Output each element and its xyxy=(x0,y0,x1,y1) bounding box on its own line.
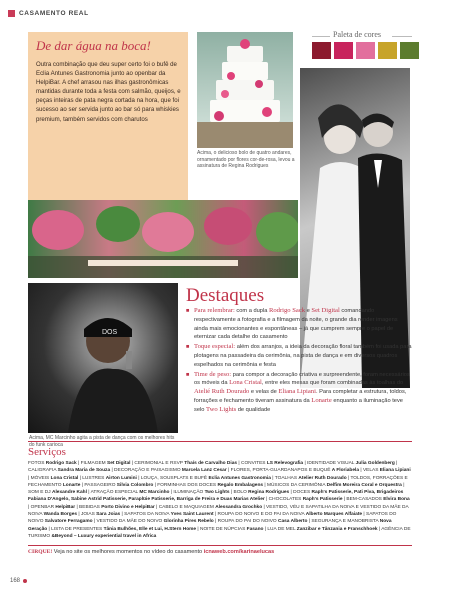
credit-separator: | xyxy=(28,504,31,510)
credit-vendor: Alberto Marques Alfaiate xyxy=(305,512,363,518)
credit-entry xyxy=(200,527,263,532)
credit-role: VELAS xyxy=(362,468,380,474)
page-dot-icon xyxy=(23,579,27,583)
credit-vendor: Thaís de Carvalho Dias xyxy=(184,461,238,466)
credit-vendor: Sandra Maria de Souza xyxy=(57,468,111,474)
credit-entry xyxy=(307,461,395,466)
credit-separator: | xyxy=(401,482,405,488)
cake-illustration xyxy=(197,32,293,148)
credit-role: ILUMINAÇÃO xyxy=(173,490,205,496)
credit-entry xyxy=(267,483,402,488)
credit-role: DECORAÇÃO E PAISAGISMO xyxy=(114,468,182,474)
palette-divider-right xyxy=(392,36,412,37)
credit-role: CALIGRAFIA xyxy=(28,468,58,474)
credit-vendor: Elvira Bona xyxy=(383,497,410,503)
credit-separator: | xyxy=(359,468,363,474)
credit-role: SAPATOS DO NOIVO xyxy=(28,512,397,525)
credit-role: TOALHAS xyxy=(274,475,299,481)
credit-separator: | xyxy=(307,519,312,525)
credit-separator: | xyxy=(289,490,294,496)
credit-vendor: Glorinha Pires Rebelo xyxy=(163,519,214,525)
credit-entry xyxy=(218,512,363,517)
credit-role: OPENBAR xyxy=(30,504,56,510)
credit-entry xyxy=(79,505,155,510)
credit-vendor: Wanda Borges xyxy=(43,512,78,518)
credit-vendor: Tânia Bulhões, Elle et Lui, H.Stern Home xyxy=(103,526,197,532)
credit-role: BEBIDAS xyxy=(79,504,102,510)
credit-vendor: HelpiBar xyxy=(55,504,76,510)
highlight-name: Atelié Ruth Dourado xyxy=(194,388,250,396)
singer-illustration xyxy=(28,283,178,433)
credit-separator: | xyxy=(226,468,231,474)
credit-separator: | xyxy=(47,526,52,532)
party-venue-photo xyxy=(28,200,298,278)
cta-text: Veja no site os melhores momentos no vídeo do casamento xyxy=(52,549,204,555)
cake-photo xyxy=(197,32,293,148)
section-marker xyxy=(8,10,15,17)
credit-separator: | xyxy=(28,475,31,481)
credit-entry xyxy=(234,490,290,495)
highlight-text: para compor a decoração criativa e surpreendente, foram necessários os móveis da xyxy=(194,371,410,387)
credit-role: CABELO E MAQUIAGEM xyxy=(158,504,216,510)
credit-vendor: &Beyond – Luxury experiential travel in Africa xyxy=(51,533,157,539)
color-swatch xyxy=(356,42,375,59)
credit-entry xyxy=(231,468,359,473)
highlight-text: , entre eles mesas que foram combinadas às toalhas do xyxy=(261,380,404,387)
credit-role: TOLDOS, FORRAÇÕES E FECHAMENTO xyxy=(28,475,408,488)
credit-vendor: Raph's Patisserie xyxy=(302,497,343,503)
credit-separator: | xyxy=(262,504,267,510)
highlight-text: e xyxy=(305,308,312,314)
credit-separator: | xyxy=(75,504,80,510)
credit-separator: | xyxy=(263,526,268,532)
credit-entry xyxy=(124,512,213,517)
cake-caption: Acima, o delicioso bolo de quatro andares, ornamentado por flores cor-de-rosa, levou a assinatura de Regina Rodrigues xyxy=(197,150,295,170)
credit-vendor: Lona Cristal xyxy=(50,475,79,481)
cap-lettering: DOS xyxy=(102,329,118,336)
services-title: Serviços xyxy=(28,446,66,458)
credit-role: SAPATOS DA NOIVA xyxy=(124,512,171,518)
credit-entry xyxy=(114,468,227,473)
credit-role: SOM E DJ xyxy=(28,490,52,496)
credit-entry xyxy=(241,461,303,466)
palette-divider-left xyxy=(312,36,330,37)
video-cta xyxy=(28,549,412,555)
highlight-name: Set Digital xyxy=(311,307,340,314)
page-number-text: 168 xyxy=(10,578,21,584)
highlight-name: Eliana Lipiani xyxy=(278,388,316,396)
credit-entry xyxy=(81,461,131,466)
credit-entry xyxy=(134,461,237,466)
credit-role: LISTA DE PRESENTES xyxy=(51,526,104,532)
credit-role: JOIAS xyxy=(80,512,97,518)
credit-entry xyxy=(81,512,120,517)
cta-divider xyxy=(28,545,412,546)
singer-photo xyxy=(28,283,178,433)
credit-separator: | xyxy=(362,512,367,518)
credit-separator: | xyxy=(342,497,347,503)
cta-link[interactable]: icnaweb.com/karinaelucas xyxy=(203,549,275,555)
feature-box-body: Outra combinação que deu super certo foi o bufê de Eclia Antunes Gastronomia junto ao openbar da HelpiBar. A chef arrasou nas ilhas gastronômicas mantidas durante toda a festa com salmão, queijos, e peças inteiras de pata negra cortada na hora, que foi sucesso ao ser servida junto ao bar só para whiskies premium, também servidos com charutos xyxy=(36,61,181,123)
credit-entry xyxy=(84,483,153,488)
cta-lead: CIRQUE! xyxy=(28,549,53,555)
highlights-title: Destaques xyxy=(186,285,265,306)
credit-role: ATRAÇÃO ESPECIAL xyxy=(90,490,140,496)
credit-role: VESTIDO DA MÃE DO NOIVO xyxy=(96,519,164,525)
credit-separator: | xyxy=(346,475,351,481)
credit-entry xyxy=(51,527,196,532)
bullet-icon: ■ xyxy=(186,344,190,351)
credit-separator: | xyxy=(264,497,269,503)
credit-vendor: Julia Goldenberg xyxy=(355,461,395,466)
credit-role: FOTOS xyxy=(28,461,46,466)
credit-separator: | xyxy=(110,468,115,474)
credit-role: ROUPA DO NOIVO E DO PAI DA NOIVA xyxy=(217,512,306,518)
credit-vendor: A Floriabela xyxy=(331,468,360,474)
credit-vendor: Sara Joias xyxy=(96,512,121,518)
credit-entry xyxy=(31,476,79,481)
credit-separator: | xyxy=(78,475,83,481)
credit-vendor: Lonarte xyxy=(62,482,81,488)
credit-vendor: Eclia Antunes Gastronomia xyxy=(208,475,271,481)
credit-separator: | xyxy=(263,482,267,488)
credit-role: MÓVEIS xyxy=(30,475,51,481)
services-divider xyxy=(28,441,412,442)
credit-role: FORMINHAS DOS DOCES xyxy=(157,482,218,488)
highlight-text: enquanto a iluminação teve selo xyxy=(194,397,403,413)
credit-vendor: Two Lights xyxy=(204,490,230,496)
credit-role: FLORES, PORTA-GUARDANAPOS E BUQUÊ xyxy=(230,468,332,474)
highlight-item xyxy=(186,371,412,415)
credit-entry xyxy=(141,476,271,481)
credit-entry xyxy=(157,483,263,488)
credit-vendor: Nova Geração xyxy=(28,519,392,532)
credit-vendor: Fasano xyxy=(246,526,264,532)
credit-separator: | xyxy=(303,461,308,466)
credit-separator: | xyxy=(120,512,125,518)
credit-separator: | xyxy=(270,475,275,481)
highlight-name: Lonarte xyxy=(311,396,332,404)
highlight-text: comandando respectivamente a fotografia e a filmagem da noite, o grande dia render imagens ainda mais emocionantes e espontâneas – já que cumprem sempre o papel de eternizar cada detalhe do casamento xyxy=(194,308,398,341)
credit-separator: | xyxy=(377,526,382,532)
credit-separator: | xyxy=(394,461,398,466)
credit-entry xyxy=(346,497,409,502)
credit-separator: | xyxy=(213,519,218,525)
credit-separator: | xyxy=(153,482,158,488)
credit-role: SEGURANÇA E MANOBRISTA xyxy=(311,519,380,525)
credit-vendor: Zanzibar e Tânzania e Franschhoek xyxy=(296,526,378,532)
credit-separator: | xyxy=(237,461,241,466)
credit-separator: | xyxy=(76,461,81,466)
credit-entry xyxy=(82,476,137,481)
highlight-name: Lona Cristal xyxy=(229,379,262,387)
highlight-item xyxy=(186,343,412,369)
highlight-name: Two Lights xyxy=(206,405,237,413)
highlights-list xyxy=(186,307,412,416)
credit-role: PASSAGEIRO xyxy=(84,482,117,488)
credit-entry xyxy=(363,468,411,473)
credit-entry xyxy=(28,468,110,473)
page-number xyxy=(10,578,27,584)
credit-entry xyxy=(267,527,377,532)
credit-separator: | xyxy=(77,512,81,518)
highlight-text: . Para completar a estrutura, toldos, forrações e fechamento tiveram assinatura da xyxy=(194,389,407,404)
credit-role: ROUPA DO PAI DO NOIVO xyxy=(217,519,278,525)
credit-entry xyxy=(31,505,76,510)
highlight-item xyxy=(186,307,412,342)
credit-role: IDENTIDADE VISUAL xyxy=(307,461,356,466)
credit-role: LOUÇA, SOUSPLATS E BUFÊ xyxy=(140,475,209,481)
credit-vendor: Regina Rodrigues xyxy=(248,490,290,496)
singer-caption: Acima, MC Marcinho agita a pista de dança com os melhores hits do funk carioca xyxy=(29,435,175,448)
highlight-text: de qualidade xyxy=(236,406,271,413)
color-swatch xyxy=(334,42,353,59)
feature-box xyxy=(28,32,188,212)
color-swatch xyxy=(378,42,397,59)
credit-role: MÚSICOS DA CERIMÔNIA xyxy=(266,482,327,488)
credit-role: CHOCOLATES xyxy=(268,497,303,503)
credit-entry xyxy=(96,519,213,524)
credit-vendor: Marcela Lanz Cesar xyxy=(181,468,227,474)
credit-role: NOITE DE NÚPCIAS xyxy=(199,526,247,532)
credit-separator: | xyxy=(136,475,141,481)
palette-title: Paleta de cores xyxy=(333,30,381,39)
credit-vendor: Set Digital xyxy=(107,461,131,466)
credit-role: BOLO xyxy=(233,490,249,496)
credit-separator: | xyxy=(169,490,174,496)
credit-role: LUSTRES xyxy=(82,475,106,481)
highlight-text: além dos arranjos, a ideia da decoração floral também foi usada para plotagens na passadeira da cerimônia, na pista de dança e em diversos quadros espelhados na cerimônia e festa xyxy=(194,344,412,368)
bullet-icon: ■ xyxy=(186,371,190,378)
credit-vendor: Eliana Lipiani xyxy=(379,468,411,474)
color-swatch xyxy=(312,42,331,59)
credit-vendor: Rodrigo Sack xyxy=(45,461,77,466)
credit-vendor: Porto Divino e HelpiBar xyxy=(101,504,155,510)
party-illustration xyxy=(28,200,298,278)
credit-vendor: MC Marcinho xyxy=(139,490,170,496)
credit-entry xyxy=(91,490,170,495)
credit-vendor: Casa Alberto xyxy=(278,519,308,525)
credit-entry xyxy=(218,519,308,524)
credit-entry xyxy=(269,497,343,502)
credit-separator: | xyxy=(154,504,159,510)
credit-role: AGÊNCIA DE TURISMO xyxy=(28,526,411,539)
credit-vendor: Airton Lumini xyxy=(105,475,137,481)
credit-entry xyxy=(28,490,87,495)
credit-role: LUA DE MEL xyxy=(267,526,297,532)
highlight-label: Toque especial: xyxy=(194,343,236,351)
credit-separator: | xyxy=(196,526,200,532)
credit-entry xyxy=(275,476,347,481)
credit-entry xyxy=(159,505,262,510)
credit-vendor: Delfim Moreira Coral e Orquestra xyxy=(326,482,402,488)
credit-separator: | xyxy=(213,512,218,518)
highlight-text: e velas de xyxy=(249,389,279,396)
section-header xyxy=(8,6,89,20)
credit-separator: | xyxy=(229,490,234,496)
highlight-text: com a dupla xyxy=(234,308,269,314)
credit-vendor: Silvia Colombro xyxy=(116,482,154,488)
credit-vendor: Raph's Patisserie, Pati Piva, Brigadeiros Fabiana D'Angelo, Sabine Astrid Patisserie, Paraplüie Patisserie, Barriga de Freira e Duas Marias Atelier xyxy=(28,490,404,503)
credit-vendor: Alessandra Grochko xyxy=(215,504,263,510)
section-title: CASAMENTO REAL xyxy=(19,9,89,17)
credit-separator: | xyxy=(130,461,135,466)
highlight-name: Rodrigo Sack xyxy=(268,307,306,314)
credit-role: VESTIDO, VÉU E SAPATILHA DA NOIVA E VESTIDO DA MÃE DA NOIVA xyxy=(28,504,409,518)
credit-role: BEM-CASADOS xyxy=(346,497,384,503)
color-swatch xyxy=(400,42,419,59)
credit-vendor: Atelier Ruth Dourado xyxy=(298,475,347,481)
credit-role: FILMAGEM xyxy=(80,461,108,466)
credit-separator: | xyxy=(92,519,97,525)
credit-vendor: Alexandre Kahl xyxy=(52,490,87,496)
credit-role: CERIMONIAL E RSVP xyxy=(134,461,185,466)
credit-separator: | xyxy=(86,490,91,496)
credit-vendor: Yves Saint Laurent xyxy=(170,512,214,518)
credit-separator: | xyxy=(80,482,85,488)
color-palette xyxy=(312,42,419,59)
services-credits xyxy=(28,460,412,540)
credit-vendor: Salvatore Ferragamo xyxy=(44,519,93,525)
credit-vendor: LS Relevografia xyxy=(266,461,304,466)
credit-entry xyxy=(28,461,77,466)
credit-role: DOCES xyxy=(293,490,312,496)
credit-entry xyxy=(173,490,229,495)
highlight-label: Time de peso: xyxy=(194,370,232,378)
credit-role: CONVITES xyxy=(240,461,267,466)
bullet-icon: ■ xyxy=(186,308,190,314)
feature-box-title: De dar água na boca! xyxy=(36,38,151,53)
highlight-label: Para relembrar: xyxy=(194,307,235,314)
credit-vendor: Regalo Embalagens xyxy=(217,482,264,488)
